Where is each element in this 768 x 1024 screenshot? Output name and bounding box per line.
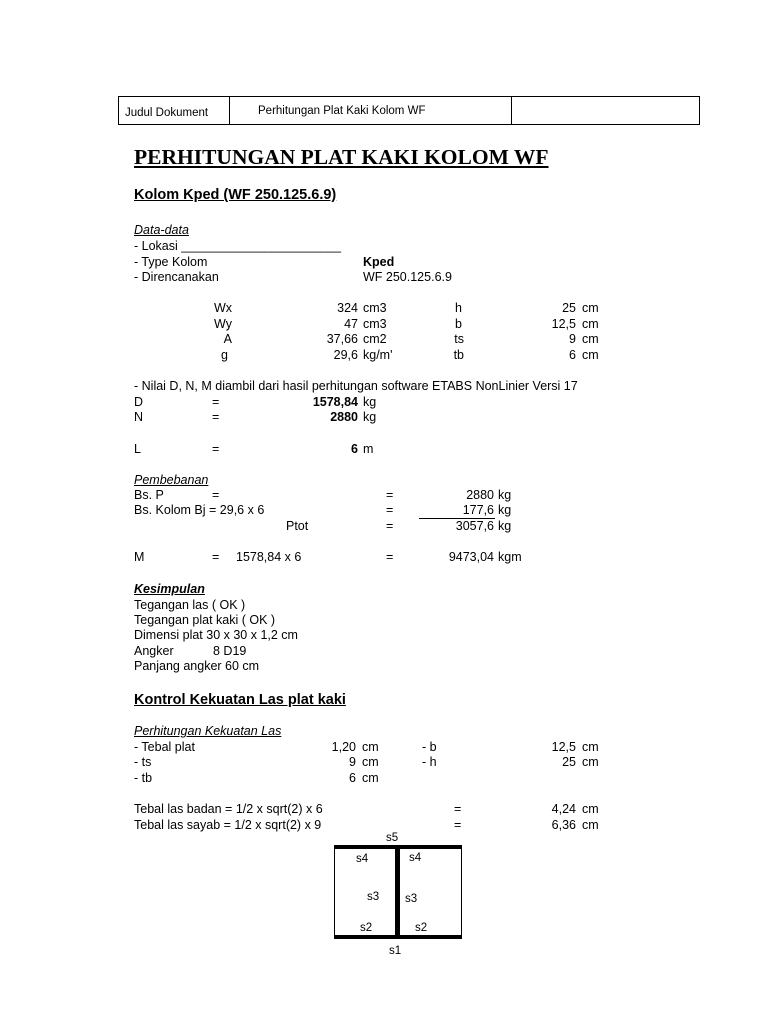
las-row-label: - Tebal plat xyxy=(134,740,195,754)
kesimpulan-item: Dimensi plat 30 x 30 x 1,2 cm xyxy=(134,628,298,642)
label-s3-right: s3 xyxy=(405,893,418,905)
d-unit: kg xyxy=(363,395,377,409)
bottom-flange xyxy=(334,935,462,939)
header-label: Judul Dokument xyxy=(119,97,230,124)
las-sayap-label: Tebal las sayab = 1/2 x sqrt(2) x 9 xyxy=(134,818,322,832)
prop-value: 29,6 xyxy=(333,348,358,362)
dim-unit: cm xyxy=(582,348,599,362)
ptot-unit: kg xyxy=(498,519,512,533)
l-value: 6 xyxy=(351,442,358,456)
label-s5: s5 xyxy=(386,832,399,844)
bs-kolom-unit: kg xyxy=(498,503,512,517)
dim-unit: cm xyxy=(582,317,599,331)
section-kolom-heading: Kolom Kped (WF 250.125.6.9) xyxy=(134,187,337,203)
prop-unit: cm2 xyxy=(363,332,387,346)
bs-kolom-label: Bs. Kolom Bj = 29,6 x 6 xyxy=(134,503,265,517)
dim-name: b xyxy=(455,317,462,331)
label-s4-left: s4 xyxy=(356,853,369,865)
d-label: D xyxy=(134,395,144,409)
label-s2-right: s2 xyxy=(415,922,428,934)
type-kolom-value: Kped xyxy=(363,255,395,269)
label-s3-left: s3 xyxy=(367,891,380,903)
n-unit: kg xyxy=(363,410,377,424)
document-header-table xyxy=(118,96,700,125)
dim-value: 25 xyxy=(562,301,576,315)
label-s1: s1 xyxy=(389,945,402,957)
ptot-value: 3057,6 xyxy=(455,519,494,533)
direncanakan-value: WF 250.125.6.9 xyxy=(363,270,452,284)
prop-value: 47 xyxy=(344,317,358,331)
label-s4-right: s4 xyxy=(409,852,422,864)
right-outline xyxy=(461,845,462,939)
prop-name: g xyxy=(221,348,228,362)
kesimpulan-item: Tegangan las ( OK ) xyxy=(134,598,246,612)
kesimpulan-heading: Kesimpulan xyxy=(134,582,205,596)
pembebanan-heading: Pembebanan xyxy=(134,473,209,487)
las-row-value: 1,20 xyxy=(331,740,356,754)
dim-unit: cm xyxy=(582,332,599,346)
las-row-value2: 12,5 xyxy=(551,740,576,754)
m-unit: kgm xyxy=(498,550,522,564)
d-eq: = xyxy=(212,395,220,409)
label-s2-left: s2 xyxy=(360,922,373,934)
left-outline xyxy=(334,845,335,939)
kesimpulan-item: Tegangan plat kaki ( OK ) xyxy=(134,613,276,627)
las-row-unit2: cm xyxy=(582,755,599,769)
las-badan-value: 4,24 xyxy=(551,802,576,816)
dim-name: tb xyxy=(453,348,464,362)
las-badan-unit: cm xyxy=(582,802,599,816)
page-title: PERHITUNGAN PLAT KAKI KOLOM WF xyxy=(134,145,549,169)
las-row-value: 9 xyxy=(349,755,356,769)
las-row-value2: 25 xyxy=(562,755,576,769)
l-label: L xyxy=(134,442,141,456)
bs-kolom-eq: = xyxy=(386,503,394,517)
bsp-label: Bs. P xyxy=(134,488,164,502)
dim-value: 6 xyxy=(569,348,576,362)
ptot-eq: = xyxy=(386,519,394,533)
las-row-label2: - b xyxy=(422,740,437,754)
m-expr: 1578,84 x 6 xyxy=(236,550,302,564)
prop-value: 324 xyxy=(337,301,358,315)
las-sayap-value: 6,36 xyxy=(551,818,576,832)
las-row-value: 6 xyxy=(349,771,356,785)
section-las-heading: Kontrol Kekuatan Las plat kaki xyxy=(134,692,346,708)
prop-unit: cm3 xyxy=(363,317,387,331)
las-row-unit2: cm xyxy=(582,740,599,754)
bs-kolom-value: 177,6 xyxy=(462,503,494,517)
prop-unit: cm3 xyxy=(363,301,387,315)
dim-name: h xyxy=(455,301,462,315)
m-eq1: = xyxy=(212,550,220,564)
n-value: 2880 xyxy=(330,410,358,424)
prop-name: Wy xyxy=(214,317,232,331)
nilai-note: - Nilai D, N, M diambil dari hasil perhitungan software ETABS NonLinier Versi 17 xyxy=(134,379,578,393)
las-sayap-eq: = xyxy=(454,818,462,832)
angker-label: Angker xyxy=(134,644,174,658)
d-value: 1578,84 xyxy=(312,395,358,409)
header-extra xyxy=(512,97,700,124)
prop-name: Wx xyxy=(213,301,232,315)
las-row-label2: - h xyxy=(422,755,437,769)
las-row-label: - tb xyxy=(134,771,153,785)
las-row-unit: cm xyxy=(362,755,379,769)
las-row-label: - ts xyxy=(134,755,152,769)
las-badan-label: Tebal las badan = 1/2 x sqrt(2) x 6 xyxy=(134,802,323,816)
las-sayap-unit: cm xyxy=(582,818,599,832)
prop-unit: kg/m' xyxy=(363,348,393,362)
bsp-eq2: = xyxy=(386,488,394,502)
lokasi-line: - Lokasi _______________________ xyxy=(134,239,342,253)
l-unit: m xyxy=(363,442,374,456)
dim-unit: cm xyxy=(582,301,599,315)
dim-value: 12,5 xyxy=(551,317,576,331)
ptot-label: Ptot xyxy=(286,519,309,533)
l-eq: = xyxy=(212,442,220,456)
prop-value: 37,66 xyxy=(326,332,358,346)
m-label: M xyxy=(134,550,145,564)
direncanakan-label: - Direncanakan xyxy=(134,270,219,284)
panjang-angker: Panjang angker 60 cm xyxy=(134,659,260,673)
dim-value: 9 xyxy=(569,332,576,346)
las-badan-eq: = xyxy=(454,802,462,816)
type-kolom-label: - Type Kolom xyxy=(134,255,208,269)
angker-value: 8 D19 xyxy=(213,644,247,658)
prop-name: A xyxy=(223,332,232,346)
las-row-unit: cm xyxy=(362,740,379,754)
bsp-unit: kg xyxy=(498,488,512,502)
data-heading: Data-data xyxy=(134,223,189,237)
m-value: 9473,04 xyxy=(448,550,494,564)
n-eq: = xyxy=(212,410,220,424)
n-label: N xyxy=(134,410,144,424)
m-eq2: = xyxy=(386,550,394,564)
header-value: Perhitungan Plat Kaki Kolom WF xyxy=(230,97,512,124)
perhitungan-las-heading: Perhitungan Kekuatan Las xyxy=(134,724,282,738)
dim-name: ts xyxy=(454,332,464,346)
bsp-eq1: = xyxy=(212,488,220,502)
las-row-unit: cm xyxy=(362,771,379,785)
bsp-value: 2880 xyxy=(466,488,494,502)
web xyxy=(395,845,400,939)
